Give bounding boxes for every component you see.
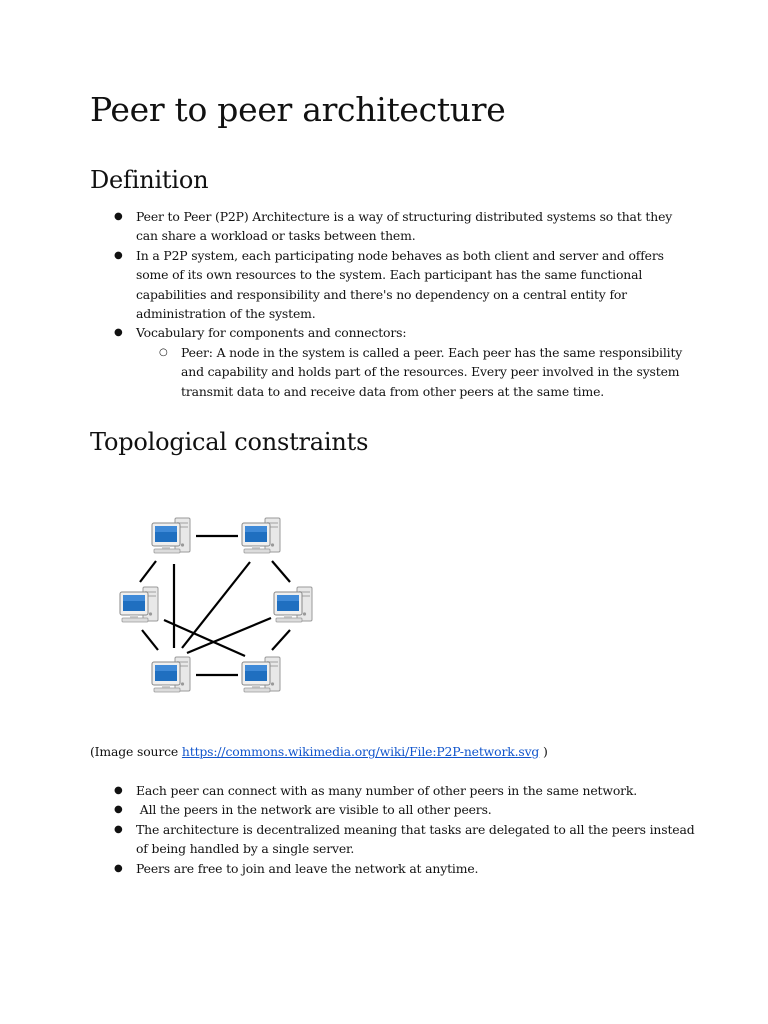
- bullet-icon: ●: [114, 823, 123, 835]
- network-links: [140, 536, 290, 675]
- sub-list-item-text: Peer: A node in the system is called a peer. Each peer has the same responsibility and capability and holds part of the resources. Every peer involved in the system transmit data to and receive data from other peers at the same time.: [181, 344, 683, 399]
- link-line: [272, 561, 290, 582]
- bullet-icon: ●: [114, 327, 123, 339]
- list-item: [114, 323, 696, 401]
- p2p-network-svg: [112, 505, 322, 705]
- list-item: [114, 800, 696, 819]
- list-item: [114, 859, 696, 878]
- list-item: [114, 781, 696, 800]
- list-item-text: Vocabulary for components and connectors:: [136, 325, 407, 341]
- list-item: [114, 207, 696, 246]
- bullet-icon: ●: [114, 249, 123, 261]
- link-line: [140, 561, 156, 582]
- sub-list-item: [159, 343, 696, 401]
- computer-icon: [274, 587, 312, 622]
- link-line: [182, 562, 250, 648]
- list-item-text: In a P2P system, each participating node behaves as both client and server and offers some of its own resources to the system. Each participant has the same functional capabilities and responsibility and there's no dependency on a central entity for administration of the system.: [136, 247, 664, 322]
- list-item-text: All the peers in the network are visible to all other peers.: [136, 802, 492, 818]
- image-source-link[interactable]: https://commons.wikimedia.org/wiki/File:P2P-network.svg: [181, 744, 540, 759]
- computer-icon: [120, 587, 158, 622]
- caption-suffix: ): [539, 744, 548, 759]
- topology-list: [114, 781, 696, 878]
- link-line: [142, 630, 158, 650]
- image-source-caption: [90, 742, 548, 761]
- list-item-text: Peers are free to join and leave the network at anytime.: [136, 860, 479, 876]
- bullet-icon: ●: [114, 785, 123, 796]
- bullet-icon: ●: [114, 804, 123, 816]
- bullet-icon: ●: [114, 211, 123, 222]
- link-line: [272, 630, 290, 650]
- computer-icon: [152, 657, 190, 692]
- page-title: Peer to peer architecture: [90, 90, 506, 129]
- caption-prefix: (Image source: [90, 744, 182, 759]
- computer-icon: [242, 518, 280, 553]
- list-item-text: Peer to Peer (P2P) Architecture is a way of structuring distributed systems so that they can share a workload or tasks between them.: [136, 209, 673, 244]
- computer-icon: [242, 657, 280, 692]
- definition-heading: Definition: [90, 166, 209, 194]
- list-item: [114, 820, 696, 859]
- list-item: [114, 246, 696, 324]
- topology-heading: Topological constraints: [90, 428, 369, 456]
- list-item-text: The architecture is decentralized meaning that tasks are delegated to all the peers instead of being handled by a single server.: [136, 821, 695, 857]
- sub-bullet-icon: ○: [159, 346, 168, 358]
- link-line: [164, 620, 245, 656]
- sub-list: [136, 343, 696, 401]
- definition-list: [114, 207, 696, 401]
- list-item-text: Each peer can connect with as many number of other peers in the same network.: [136, 783, 638, 798]
- p2p-network-diagram: [112, 505, 322, 705]
- computer-icon: [152, 518, 190, 553]
- bullet-icon: ●: [114, 862, 123, 874]
